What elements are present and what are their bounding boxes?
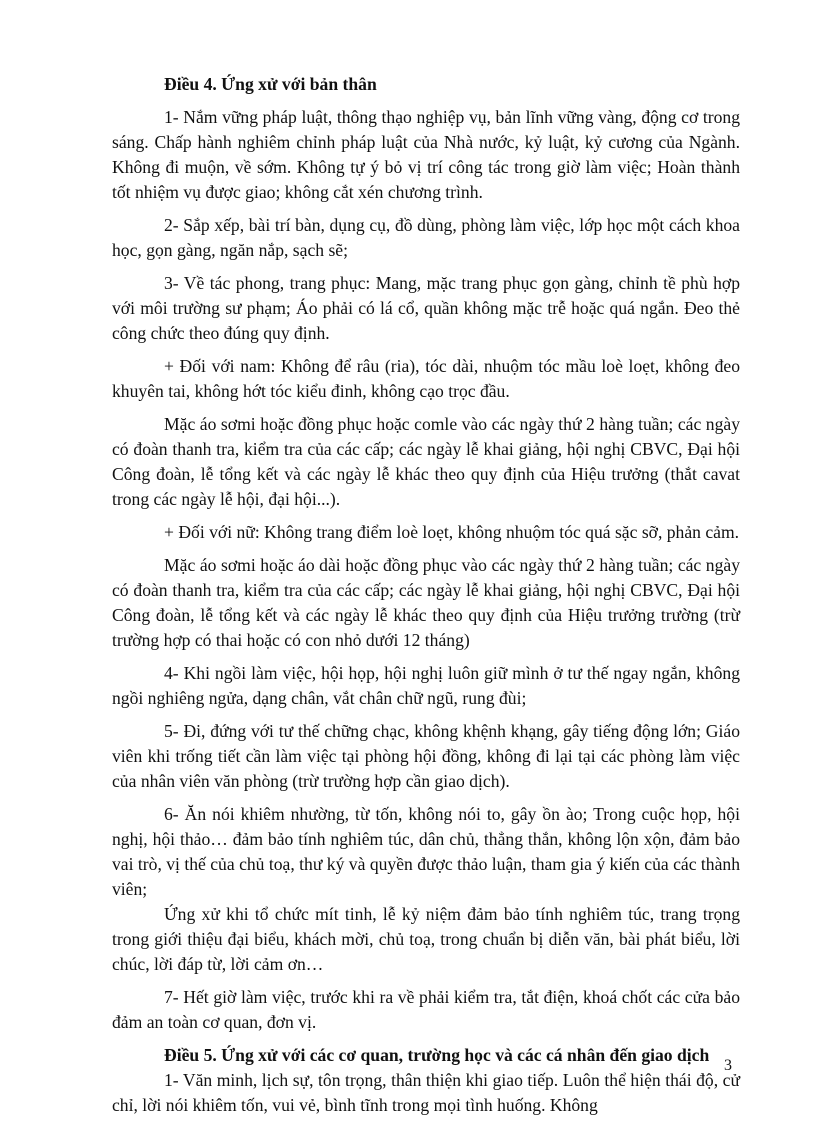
paragraph-female-dress: Mặc áo sơmi hoặc áo dài hoặc đồng phục vào các ngày thứ 2 hàng tuần; các ngày có đoàn thanh tra, kiểm tra của các cấp; các ngày lễ khai giảng, hội nghị CBVC, Đại hội Công đoàn, lễ tổng kết và các ngày lễ khác theo quy định của Hiệu trưởng trường (trừ trường hợp có thai hoặc có con nhỏ dưới 12 tháng) [112, 555, 740, 650]
document-body [112, 72, 740, 1118]
article-5-heading: Điều 5. Ứng xử với các cơ quan, trường học và các cá nhân đến giao dịch [164, 1045, 710, 1065]
paragraph-item-3: 3- Về tác phong, trang phục: Mang, mặc trang phục gọn gàng, chỉnh tề phù hợp với môi trường sư phạm; Áo phải có lá cổ, quần không mặc trễ hoặc quá ngắn. Đeo thẻ công chức theo đúng quy định. [112, 273, 740, 343]
paragraph-female-rules: + Đối với nữ: Không trang điểm loè loẹt, không nhuộm tóc quá sặc sỡ, phản cảm. [164, 522, 740, 542]
page-number: 3 [724, 1057, 732, 1074]
paragraph-item-4: 4- Khi ngồi làm việc, hội họp, hội nghị luôn giữ mình ở tư thế ngay ngắn, không ngồi nghiêng ngửa, dạng chân, vắt chân chữ ngũ, rung đùi; [112, 663, 740, 708]
paragraph-item-6: 6- Ăn nói khiêm nhường, từ tốn, không nói to, gây ồn ào; Trong cuộc họp, hội nghị, hội thảo… đảm bảo tính nghiêm túc, dân chủ, thẳng thắn, không lộn xộn, đảm bảo vai trò, vị thế của chủ toạ, thư ký và quyền được thảo luận, tham gia ý kiến của các thành viên; [112, 804, 740, 899]
paragraph-item-1: 1- Nắm vững pháp luật, thông thạo nghiệp vụ, bản lĩnh vững vàng, động cơ trong sáng. Chấp hành nghiêm chỉnh pháp luật của Nhà nước, kỷ luật, kỷ cương của Ngành. Không đi muộn, về sớm. Không tự ý bỏ vị trí công tác trong giờ làm việc; Hoàn thành tốt nhiệm vụ được giao; không cắt xén chương trình. [112, 107, 740, 202]
article-5-paragraph-1: 1- Văn minh, lịch sự, tôn trọng, thân thiện khi giao tiếp. Luôn thể hiện thái độ, cử chỉ, lời nói khiêm tốn, vui vẻ, bình tĩnh trong mọi tình huống. Không [112, 1070, 740, 1115]
paragraph-male-dress: Mặc áo sơmi hoặc đồng phục hoặc comle vào các ngày thứ 2 hàng tuần; các ngày có đoàn thanh tra, kiểm tra của các cấp; các ngày lễ khai giảng, hội nghị CBVC, Đại hội Công đoàn, lễ tổng kết và các ngày lễ khác theo quy định của Hiệu trưởng (thắt cavat trong các ngày lễ hội, đại hội...). [112, 414, 740, 509]
article-4-heading: Điều 4. Ứng xử với bản thân [164, 74, 377, 94]
paragraph-item-2: 2- Sắp xếp, bài trí bàn, dụng cụ, đồ dùng, phòng làm việc, lớp học một cách khoa học, gọn gàng, ngăn nắp, sạch sẽ; [112, 215, 740, 260]
paragraph-item-5: 5- Đi, đứng với tư thế chững chạc, không khệnh khạng, gây tiếng động lớn; Giáo viên khi trống tiết cần làm việc tại phòng hội đồng, không đi lại tại các phòng làm việc của nhân viên văn phòng (trừ trường hợp cần giao dịch). [112, 721, 740, 791]
paragraph-item-7: 7- Hết giờ làm việc, trước khi ra về phải kiểm tra, tắt điện, khoá chốt các cửa bảo đảm an toàn cơ quan, đơn vị. [112, 987, 740, 1032]
paragraph-ceremony: Ứng xử khi tổ chức mít tinh, lễ kỷ niệm đảm bảo tính nghiêm túc, trang trọng trong giới thiệu đại biểu, khách mời, chủ toạ, trong chuẩn bị diễn văn, bài phát biểu, lời chúc, lời đáp từ, lời cảm ơn… [112, 904, 740, 974]
paragraph-male-rules: + Đối với nam: Không để râu (ria), tóc dài, nhuộm tóc mầu loè loẹt, không đeo khuyên tai, không hớt tóc kiểu đinh, không cạo trọc đầu. [112, 356, 740, 401]
